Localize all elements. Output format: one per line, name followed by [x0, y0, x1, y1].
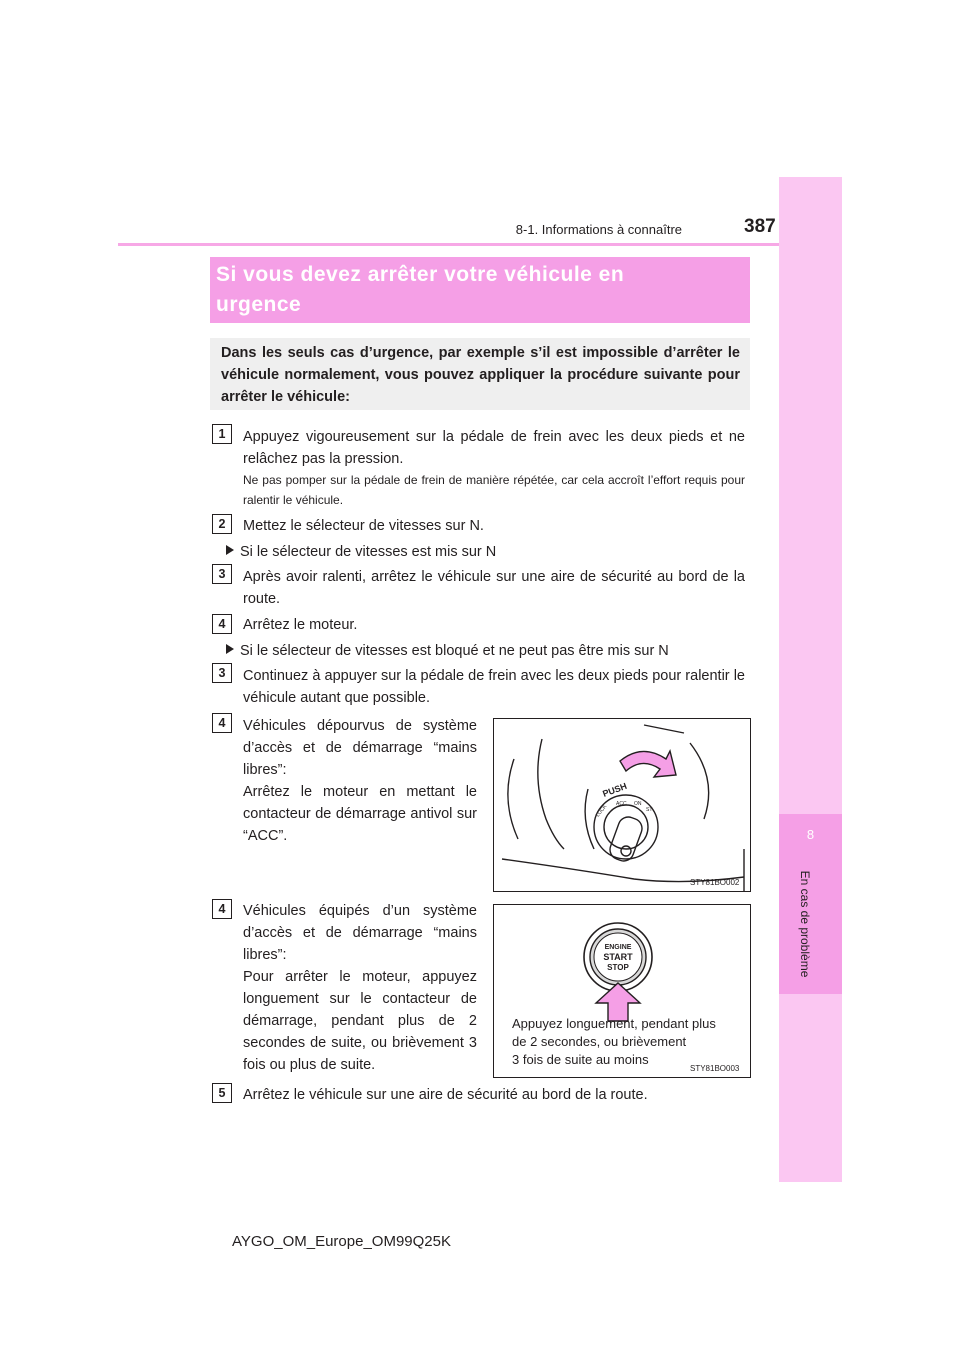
svg-text:PUSH: PUSH: [601, 780, 629, 799]
step-number-3a: 3: [212, 564, 232, 584]
step-5-text: Arrêtez le véhicule sur une aire de sécurité au bord de la route.: [243, 1087, 648, 1103]
step-1-text: Appuyez vigoureusement sur la pédale de frein avec les deux pieds et ne relâchez pas la pression.: [243, 429, 745, 467]
step-3a-text: Après avoir ralenti, arrêtez le véhicule sur une aire de sécurité au bord de la route.: [243, 569, 745, 607]
ignition-switch-illustration: [494, 719, 750, 891]
condition-bullet-2: Si le sélecteur de vitesses est bloqué et ne peut pas être mis sur N: [226, 640, 746, 662]
step-number-3b: 3: [212, 663, 232, 683]
step-2-text: Mettez le sélecteur de vitesses sur N.: [243, 518, 484, 534]
svg-text:ON: ON: [634, 801, 642, 807]
bullet-triangle-icon: [226, 644, 234, 654]
figure-2-caption: Appuyez longuement, pendant plus de 2 secondes, ou brièvement 3 fois de suite au moins: [512, 1016, 716, 1067]
svg-text:STOP: STOP: [607, 963, 629, 972]
document-footer: AYGO_OM_Europe_OM99Q25K: [232, 1233, 451, 1250]
side-tab: [779, 177, 842, 1182]
step-4a-text: Arrêtez le moteur.: [243, 617, 358, 633]
condition-bullet-1: Si le sélecteur de vitesses est mis sur N: [226, 541, 746, 563]
svg-text:ACC: ACC: [616, 801, 627, 807]
step-3b-text: Continuez à appuyer sur la pédale de frein avec les deux pieds pour ralentir le véhicule autant que possible.: [243, 668, 745, 706]
step-number-5: 5: [212, 1083, 232, 1103]
step-4b-text: Véhicules dépourvus de système d’accès et de démarrage “mains libres”: Arrêtez le moteur en mettant le contacteur de démarrage antivol sur “ACC”.: [243, 718, 477, 844]
section-title: Si vous devez arrêter votre véhicule en urgence: [216, 263, 625, 316]
figure-2-code: STY81BO003: [690, 1064, 740, 1073]
side-tab-number: 8: [806, 827, 815, 842]
svg-text:START: START: [603, 952, 633, 962]
header-rule: [118, 243, 842, 246]
turn-arrow-icon: [620, 751, 676, 777]
side-tab-label: En cas de problème: [798, 870, 812, 978]
chapter-title: 8-1. Informations à connaître: [515, 222, 682, 237]
figure-1-code: STY81BO002: [690, 878, 740, 887]
step-number-4a: 4: [212, 614, 232, 634]
ignition-key-figure: [493, 718, 751, 892]
step-1-note: Ne pas pomper sur la pédale de frein de manière répétée, car cela accroît l’effort requis pour ralentir le véhicule.: [243, 473, 745, 507]
engine-start-stop-figure: [493, 904, 751, 1078]
step-number-4b: 4: [212, 713, 232, 733]
svg-text:LOCK: LOCK: [594, 803, 609, 819]
svg-text:ST: ST: [646, 807, 653, 813]
intro-text: Dans les seuls cas d’urgence, par exemple s’il est impossible d’arrêter le véhicule normalement, vous pouvez appliquer la procédure suivante pour arrêter le véhicule:: [221, 345, 740, 405]
step-number-1: 1: [212, 424, 232, 444]
step-number-2: 2: [212, 514, 232, 534]
bullet-triangle-icon: [226, 545, 234, 555]
step-4c-text: Véhicules équipés d’un système d’accès et de démarrage “mains libres”: Pour arrêter le moteur, appuyez longuement sur le contacteur de démarrage, pendant plus de 2 secondes de suite, ou brièvement 3 fois ou plus de suite.: [243, 903, 477, 1073]
svg-text:ENGINE: ENGINE: [604, 944, 632, 951]
step-number-4c: 4: [212, 899, 232, 919]
page-number: 387: [744, 216, 776, 237]
